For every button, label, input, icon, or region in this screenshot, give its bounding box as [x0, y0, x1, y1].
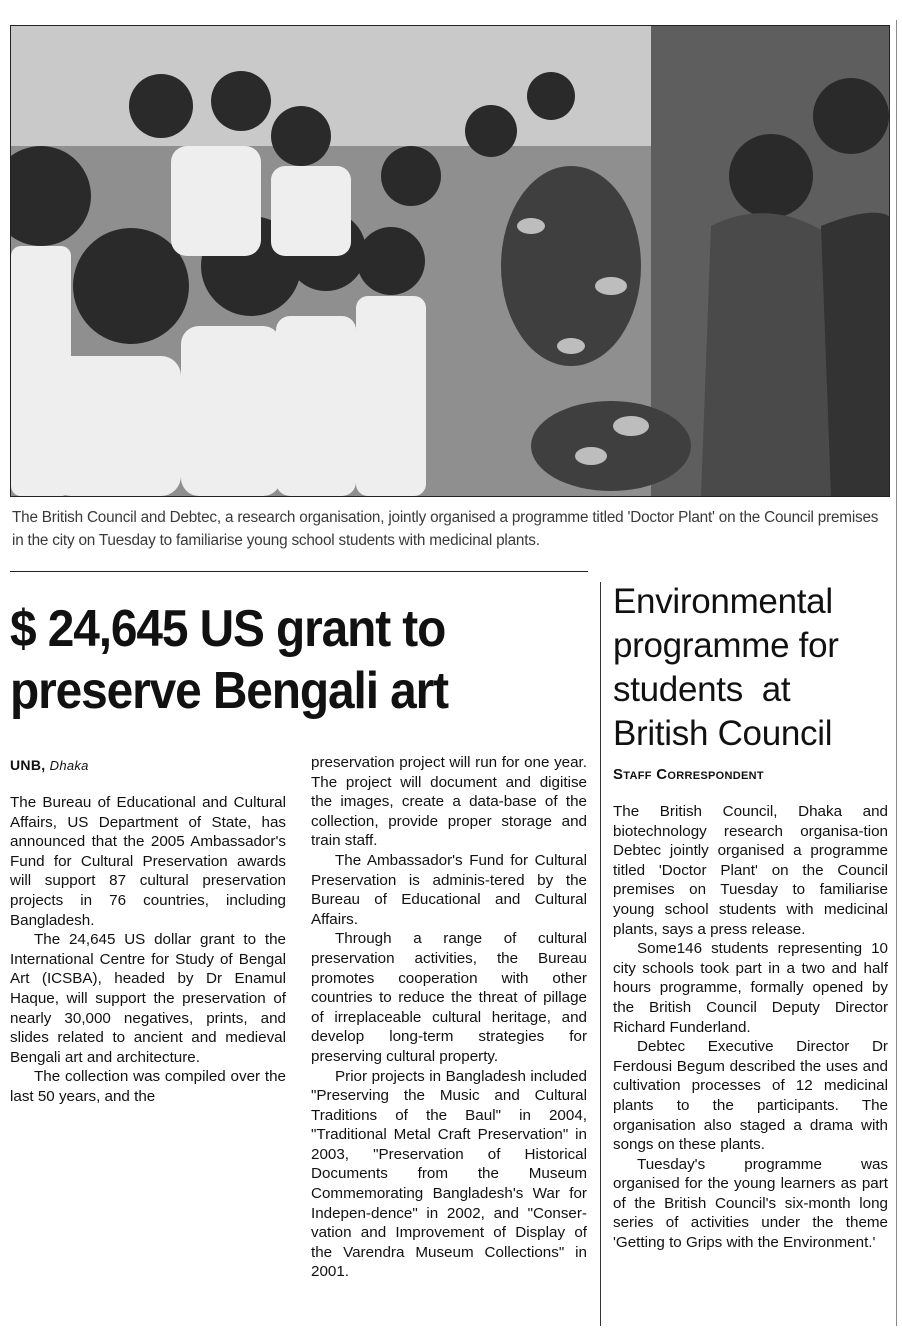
headline-line: British Council — [613, 714, 833, 753]
paragraph: The 24,645 US dollar grant to the International Centre for Study of Bengal Art (ICSBA), headed by Dr Enamul Haque, will support the preservation of nearly 30,000 negatives, prints, and slides related to ancient and medieval Bengali art and architecture. — [10, 931, 286, 1066]
paragraph: The British Council, Dhaka and biotechnology research organisa-tion Debtec jointly organised a programme titled 'Doctor Plant' on the Council premises on Tuesday to familiarise young school students with medicinal plants, says a press release. — [613, 803, 888, 938]
paragraph: Through a range of cultural preservation activities, the Bureau promotes cooperation with other countries to reduce the threat of pillage of irreplaceable cultural heritage, and develop long-term strategies for preserving cultural property. — [311, 930, 587, 1065]
photo-caption: The British Council and Debtec, a research organisation, jointly organised a programme titled 'Doctor Plant' on the Council premises in the city on Tuesday to familiarise young school students with medicinal plants. — [12, 509, 879, 549]
byline-location: Dhaka — [49, 758, 89, 773]
headline-line: programme for — [613, 626, 839, 665]
right-article-headline — [613, 580, 893, 756]
headline-line: $ 24,645 US grant to — [10, 600, 446, 658]
paragraph: Prior projects in Bangladesh included "Preserving the Music and Cultural Traditions of the Baul" in 2004, "Traditional Metal Craft Preservation" in 2003, "Preservation of Historical Documents from the Museum Commemorating Bangladesh's War for Indepen-dence" in 2002, and "Conser-vation and Improvement of Display of the Varendra Museum Collections" in 2001. — [311, 1067, 587, 1281]
right-article-body — [613, 802, 888, 1253]
left-article-headline — [10, 598, 548, 722]
page-edge-rule — [896, 20, 897, 1326]
left-article-byline — [10, 757, 89, 773]
headline-line: Environmental — [613, 582, 833, 621]
paragraph: The Ambassador's Fund for Cultural Preservation is adminis-tered by the Bureau of Educational and Cultural Affairs. — [311, 851, 587, 928]
photo-image-icon — [11, 26, 889, 496]
paragraph: preservation project will run for one year. The project will document and digitise the images, create a data-base of the collection, provide proper storage and train staff. — [311, 754, 587, 850]
news-photo — [10, 25, 890, 497]
right-article-byline — [613, 766, 764, 783]
paragraph: Debtec Executive Director Dr Ferdousi Begum described the uses and cultivation processes of 12 medicinal plants to the participants. The organisation also staged a drama with songs on these plants. — [613, 1038, 888, 1154]
paragraph: Tuesday's programme was organised for the young learners as part of the British Council's six-month long series of activities under the theme 'Getting to Grips with the Environment.' — [613, 1155, 888, 1252]
byline-agency: UNB, — [10, 757, 46, 773]
paragraph: Some146 students representing 10 city schools took part in a two and half hours programme, formally opened by the British Council Deputy Director Richard Funderland. — [613, 940, 888, 1036]
left-article-column-2 — [311, 753, 587, 1282]
headline-line: students at — [613, 670, 791, 709]
left-article-column-1 — [10, 793, 286, 1107]
paragraph: The Bureau of Educational and Cultural Affairs, US Department of State, has announced that the 2005 Ambassador's Fund for Cultural Preservation awards will support 87 cultural preservation projects in 76 countries, including Bangladesh. — [10, 794, 286, 929]
paragraph: The collection was compiled over the last 50 years, and the — [10, 1068, 286, 1105]
headline-line: preserve Bengali art — [10, 662, 448, 720]
byline-author: Staff Correspondent — [613, 766, 764, 783]
article-divider — [10, 571, 588, 572]
column-divider — [600, 582, 601, 1326]
